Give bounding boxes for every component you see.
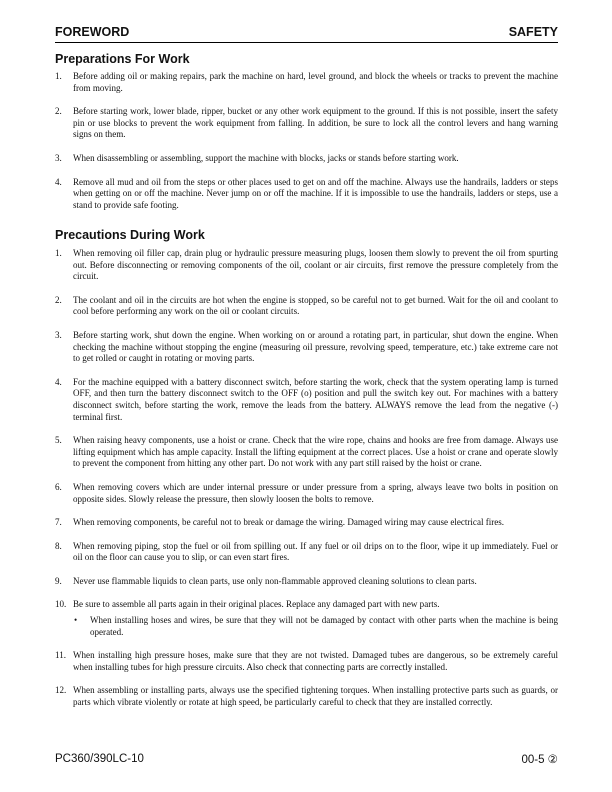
section-title-preparations: Preparations For Work xyxy=(55,52,190,66)
list-item: 9. Never use flammable liquids to clean parts, use only non-flammable approved cleaning solutions to clean parts. xyxy=(55,575,477,586)
list-item: 1. Before adding oil or making repairs, park the machine on hard, level ground, and block the wheels or tracks to prevent the machine from moving. xyxy=(55,71,558,93)
list-item: 11. When installing high pressure hoses, make sure that they are not twisted. Damaged tubes are dangerous, so be extremely careful when installing tubes for high pressure circuits. Also check that connecting parts are correctly installed. xyxy=(55,650,558,672)
footer-page-number: 00-5 ② xyxy=(521,754,558,766)
list-item: 1. When removing oil filler cap, drain plug or hydraulic pressure measuring plugs, loosen them slowly to prevent the oil from spurting out. Before disconnecting or removing components of the oil, coolant or air circuits, first remove the pressure completely from the circuit. xyxy=(55,248,558,282)
preparations-list xyxy=(55,71,558,211)
sub-bullet-item: • When installing hoses and wires, be sure that they will not be damaged by contact with other parts when the machine is being operated. xyxy=(74,615,558,637)
list-item: 7. When removing components, be careful not to break or damage the wiring. Damaged wiring may cause electrical fires. xyxy=(55,517,505,528)
list-item: 3. Before starting work, shut down the engine. When working on or around a rotating part, in particular, shut down the engine. When checking the machine without stopping the engine (measuring oil pressure, revolving speed, temperature, etc.) take extreme care not to get rolled or caught in rotating or moving parts. xyxy=(55,329,558,364)
list-item: 8. When removing piping, stop the fuel or oil from spilling out. If any fuel or oil drips on to the floor, wipe it up immediately. Fuel or oil on the floor can cause you to slip, or can even start fires. xyxy=(55,540,558,563)
list-item: 2. Before starting work, lower blade, ripper, bucket or any other work equipment to the ground. If this is not possible, insert the safety pin or use blocks to prevent the work equipment from falling. In addition, be sure to lock all the control levers and hang warning signs on them. xyxy=(55,106,558,140)
section-title-precautions: Precautions During Work xyxy=(55,228,205,242)
header-section-label: FOREWORD xyxy=(55,25,130,39)
footer-model-number: PC360/390LC-10 xyxy=(55,753,144,765)
list-item: 4. Remove all mud and oil from the steps or other places used to get on and off the machine. Always use the handrails, ladders or steps when getting on or off the machine. Never jump on or off the machine. If it is impossible to use the handrails, ladders or steps, use a stand to provide safe footing. xyxy=(55,176,558,210)
list-item: 10. Be sure to assemble all parts again in their original places. Replace any damaged part with new parts. • When installing hoses and wires, be sure that they will not be damaged by contact with other parts when the machine is being operated. xyxy=(55,599,558,637)
list-item: 5. When raising heavy components, use a hoist or crane. Check that the wire rope, chains and hooks are free from damage. Always use lifting equipment which has ample capacity. Install the lifting equipment at the correct places. Use a hoist or crane and operate slowly to prevent the component from hitting any other part. Do not work with any part still raised by the hoist or crane. xyxy=(55,435,558,469)
list-item: 12. When assembling or installing parts, always use the specified tightening torques. When installing protective parts such as guards, or parts which vibrate violently or rotate at high speed, be particularly careful to check that they are installed correctly. xyxy=(55,685,558,708)
list-item: 4. For the machine equipped with a battery disconnect switch, before starting the work, check that the system operating lamp is turned OFF, and then turn the battery disconnect switch to the OFF (o) position and pull the switch key out. For machines with a battery disconnect switch, before starting the work, remove the leads from the battery. ALWAYS remove the lead from the negative (-) terminal first. xyxy=(55,376,558,422)
list-item: 3. When disassembling or assembling, support the machine with blocks, jacks or stands before starting work. xyxy=(55,152,459,163)
list-item: 6. When removing covers which are under internal pressure or under pressure from a spring, always leave two bolts in position on opposite sides. Slowly release the pressure, then slowly loosen the bolts to remove. xyxy=(55,481,558,504)
page-header xyxy=(55,22,558,43)
list-item: 2. The coolant and oil in the circuits are hot when the engine is stopped, so be careful not to get burned. Wait for the oil and coolant to cool before performing any work on the oil or coolant circuits. xyxy=(55,294,558,317)
header-topic-label: SAFETY xyxy=(508,25,558,39)
precautions-list xyxy=(55,248,558,709)
bullet-icon: • xyxy=(74,615,78,626)
